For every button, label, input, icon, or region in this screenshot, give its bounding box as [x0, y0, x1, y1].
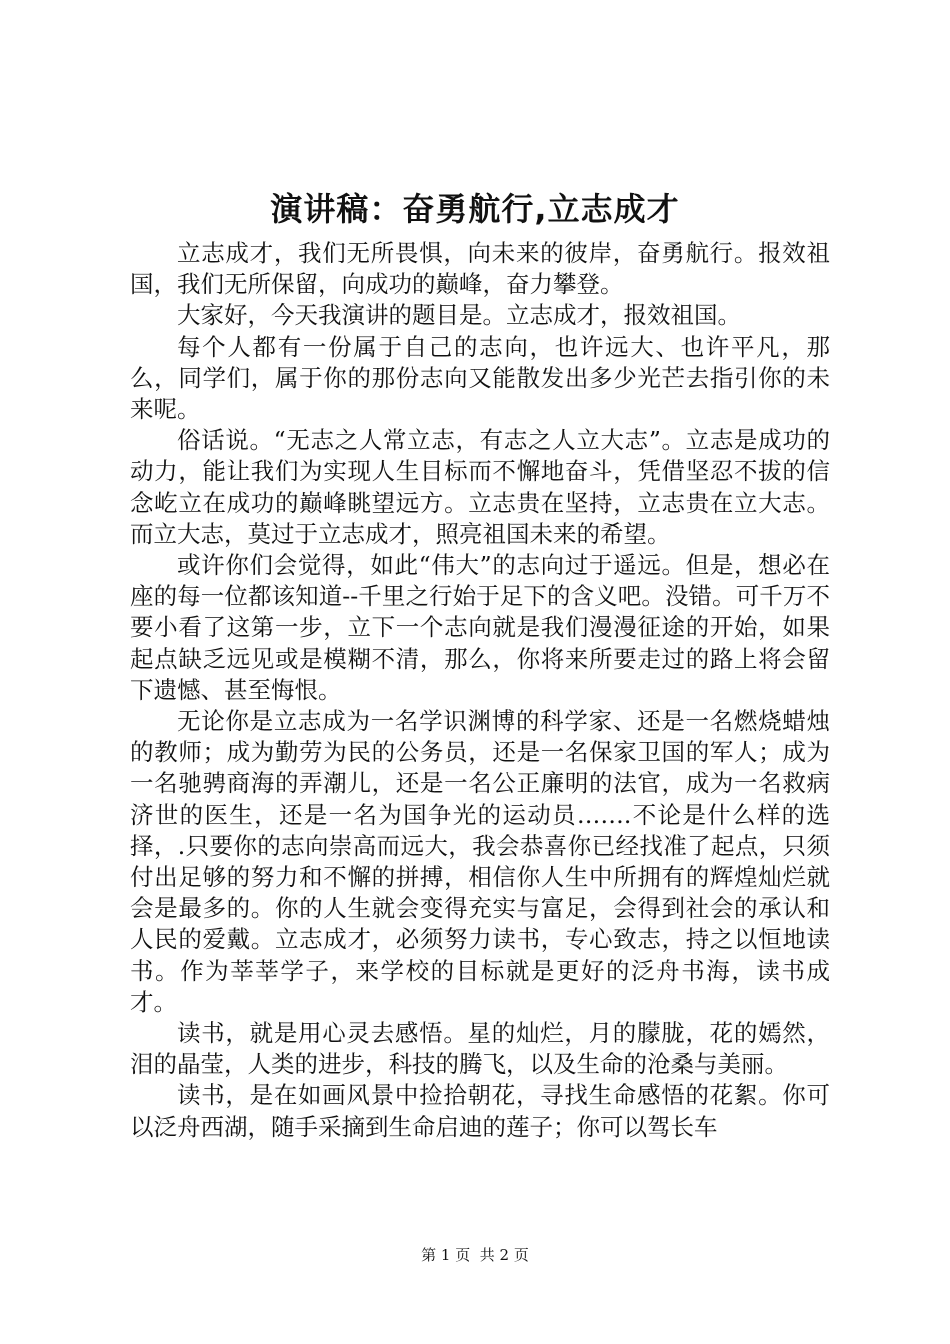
paragraph: 或许你们会觉得，如此“伟大”的志向过于遥远。但是，想必在座的每一位都该知道--千里之行始于足下的含义吧。没错。可千万不要小看了这第一步，立下一个志向就是我们漫漫征途的开始，如果起点缺乏远见或是模糊不清，那么，你将来所要走过的路上将会留下遗憾、甚至悔恨。 [130, 551, 830, 704]
paragraph: 大家好，今天我演讲的题目是。立志成才，报效祖国。 [177, 301, 741, 330]
paragraph: 俗话说。“无志之人常立志，有志之人立大志”。立志是成功的动力，能让我们为实现人生目标而不懈地奋斗，凭借坚忍不拔的信念屹立在成功的巅峰眺望远方。立志贵在坚持，立志贵在立大志。而立大志，莫过于立志成才，照亮祖国未来的希望。 [130, 426, 830, 548]
paragraph: 读书，是在如画风景中捡拾朝花，寻找生命感悟的花絮。你可以泛舟西湖，随手采摘到生命启迪的莲子；你可以驾长车 [130, 1081, 830, 1141]
paragraph: 无论你是立志成为一名学识渊博的科学家、还是一名燃烧蜡烛的教师；成为勤劳为民的公务员，还是一名保家卫国的军人；成为一名驰骋商海的弄潮儿，还是一名公正廉明的法官，成为一名救病济世的医生，还是一名为国争光的运动员…….不论是什么样的选择，.只要你的志向崇高而远大，我会恭喜你已经找准了起点，只须付出足够的努力和不懈的拼搏，相信你人生中所拥有的辉煌灿烂就会是最多的。你的人生就会变得充实与富足，会得到社会的承认和人民的爱戴。立志成才，必须努力读书，专心致志，持之以恒地读书。作为莘莘学子，来学校的目标就是更好的泛舟书海，读书成才。 [130, 707, 830, 1016]
paragraph: 每个人都有一份属于自己的志向，也许远大、也许平凡，那么，同学们，属于你的那份志向又能散发出多少光芒去指引你的未来呢。 [130, 332, 830, 424]
paragraph: 读书，就是用心灵去感悟。星的灿烂，月的朦胧，花的嫣然，泪的晶莹，人类的进步，科技的腾飞，以及生命的沧桑与美丽。 [130, 1019, 830, 1079]
document-body [130, 238, 830, 1143]
paragraph: 立志成才，我们无所畏惧，向未来的彼岸，奋勇航行。报效祖国，我们无所保留，向成功的巅峰，奋力攀登。 [130, 239, 830, 299]
page-number-footer: 第 1 页 共 2 页 [421, 1246, 529, 1264]
document-title: 演讲稿：奋勇航行,立志成才 [270, 190, 680, 228]
